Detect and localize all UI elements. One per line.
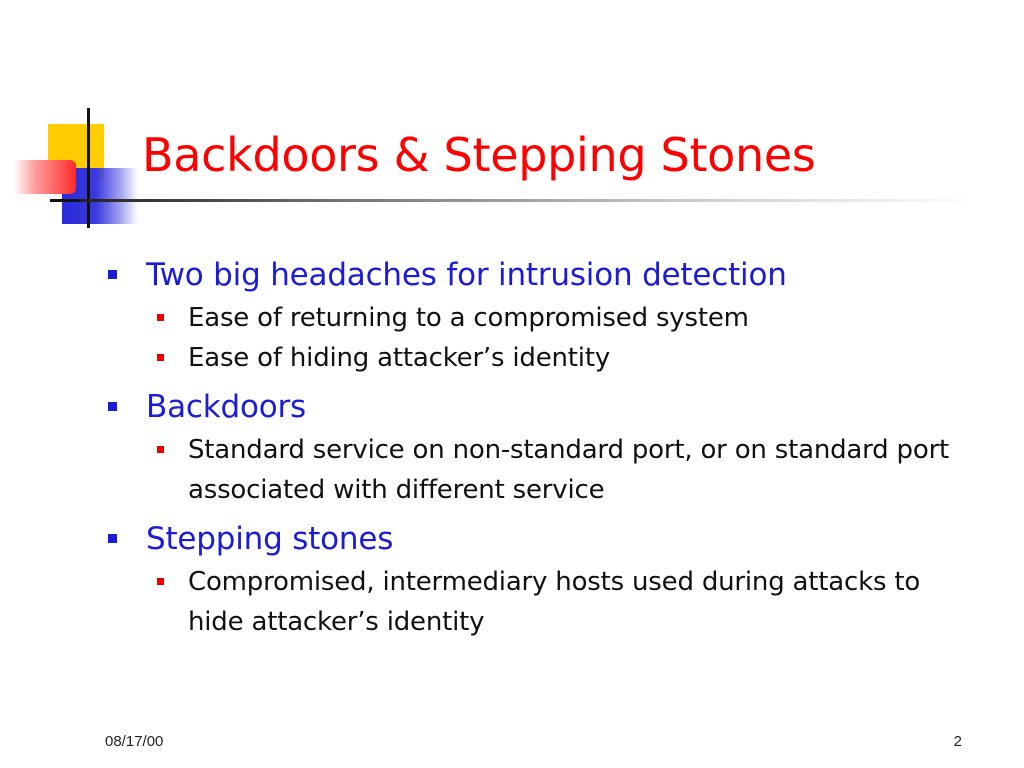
square-bullet-icon	[157, 314, 164, 321]
decorative-logo-block	[0, 0, 140, 240]
slide-title: Backdoors & Stepping Stones	[142, 128, 816, 182]
square-bullet-icon	[108, 402, 117, 411]
sub-bullet-item-text: Ease of hiding attacker’s identity	[188, 343, 611, 373]
sub-bullet-item-text: Compromised, intermediary hosts used during attacks to hide attacker’s identity	[188, 567, 921, 637]
bullet-item-text: Backdoors	[146, 389, 306, 425]
slide-body	[100, 246, 980, 642]
sub-bullet-item	[100, 298, 980, 338]
title-underline-rule	[80, 199, 980, 202]
footer-date: 08/17/00	[105, 733, 164, 750]
bullet-item	[100, 516, 980, 562]
red-square-shape	[14, 160, 76, 194]
bullet-item	[100, 384, 980, 430]
square-bullet-icon	[108, 270, 117, 279]
bullet-item-text: Two big headaches for intrusion detection	[146, 257, 787, 293]
square-bullet-icon	[157, 446, 164, 453]
vertical-rule	[87, 108, 90, 228]
sub-bullet-item-text: Ease of returning to a compromised system	[188, 303, 749, 333]
square-bullet-icon	[157, 578, 164, 585]
sub-bullet-item	[100, 430, 980, 510]
sub-bullet-item	[100, 562, 980, 642]
page-number: 2	[953, 733, 962, 750]
bullet-item	[100, 252, 980, 298]
square-bullet-icon	[157, 354, 164, 361]
square-bullet-icon	[108, 534, 117, 543]
sub-bullet-item-text: Standard service on non-standard port, or on standard port associated with different service	[188, 435, 950, 505]
sub-bullet-item	[100, 338, 980, 378]
bullet-item-text: Stepping stones	[146, 521, 394, 557]
